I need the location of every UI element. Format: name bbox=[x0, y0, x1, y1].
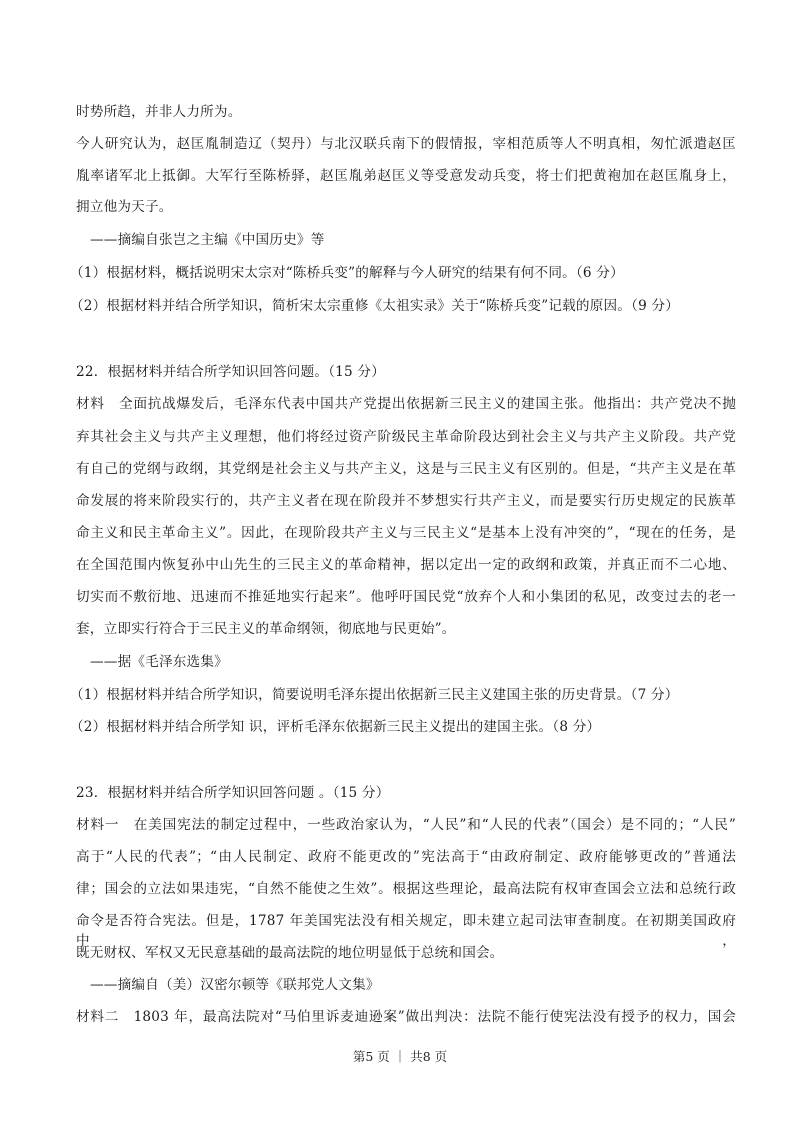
text-line: 材料二 1803 年，最高法院对“马伯里诉麦迪逊案”做出判决：法院不能行使宪法没有授予的权力，国会 bbox=[76, 1009, 736, 1025]
source-citation: ——据《毛泽东选集》 bbox=[90, 654, 228, 670]
text-line: 在全国范围内恢复孙中山先生的三民主义的革命精神，据以定出一定的政纲和政策，并真正而不二心地、 bbox=[76, 557, 736, 573]
text-line: 命发展的将来阶段实行的，共产主义者在现在阶段并不梦想实行共产主义，而是要实行历史规定的民族革 bbox=[76, 493, 736, 509]
question-item: （1）根据材料并结合所学知识，简要说明毛泽东提出依据新三民主义建国主张的历史背景。（7 分） bbox=[70, 687, 679, 703]
text-line: 时势所趋，并非人力所为。 bbox=[76, 104, 242, 120]
question-heading: 22．根据材料并结合所学知识回答问题。（15 分） bbox=[76, 364, 385, 380]
question-item: （1）根据材料，概括说明宋太宗对“陈桥兵变”的解释与今人研究的结果有何不同。（6 分） bbox=[70, 265, 624, 281]
text-line: 材料 全面抗战爆发后，毛泽东代表中国共产党提出依据新三民主义的建国主张。他指出：共产党决不抛 bbox=[76, 396, 736, 412]
source-citation: ——摘编自（美）汉密尔顿等《联邦党人文集》 bbox=[90, 977, 380, 993]
text-line: 命令是否符合宪法。但是，1787 年美国宪法没有相关规定，即未建立起司法审查制度。在初期美国政府中， bbox=[76, 913, 736, 949]
text-line: 高于“人民的代表”；“由人民制定、政府不能更改的”宪法高于“由政府制定、政府能够更改的”普通法 bbox=[76, 849, 736, 865]
question-item: （2）根据材料并结合所学知 识，评析毛泽东依据新三民主义提出的建国主张。（8 分） bbox=[70, 719, 601, 735]
text-line: 弃其社会主义与共产主义理想，他们将经过资产阶级民主革命阶段达到社会主义与共产主义阶段。共产党 bbox=[76, 429, 736, 445]
page-footer: 第5 页 ｜ 共8 页 bbox=[352, 1049, 448, 1064]
text-line: 胤率诸军北上抵御。大军行至陈桥驿，赵匡胤弟赵匡义等受意发动兵变，将士们把黄袍加在赵匡胤身上， bbox=[76, 168, 736, 184]
text-line: 切实而不敷衍地、迅速而不推延地实行起来”。他呼吁国民党“放弃个人和小集团的私见，改变过去的老一 bbox=[76, 589, 736, 605]
source-citation: ——摘编自张岂之主编《中国历史》等 bbox=[90, 232, 325, 248]
text-line: 有自己的党纲与政纲，其党纲是社会主义与共产主义，这是与三民主义有区别的。但是，“共产主义是在革 bbox=[76, 461, 736, 477]
question-heading: 23．根据材料并结合所学知识回答问题 。（15 分） bbox=[76, 785, 390, 801]
text-line: 既无财权、军权又无民意基础的最高法院的地位明显低于总统和国会。 bbox=[76, 945, 504, 961]
text-line: 命主义和民主革命主义”。因此，在现阶段共产主义与三民主义“是基本上没有冲突的”，“现在的任务，是 bbox=[76, 525, 736, 541]
text-line: 今人研究认为，赵匡胤制造辽（契丹）与北汉联兵南下的假情报，宰相范质等人不明真相，匆忙派遣赵匡 bbox=[76, 136, 736, 152]
text-line: 材料一 在美国宪法的制定过程中，一些政治家认为，“人民”和“人民的代表”（国会）是不同的；“人民” bbox=[76, 817, 736, 833]
text-line: 拥立他为天子。 bbox=[76, 199, 173, 215]
text-line: 套，立即实行符合于三民主义的革命纲领，彻底地与民更始”。 bbox=[76, 621, 456, 637]
question-item: （2）根据材料并结合所学知识，简析宋太宗重修《太祖实录》关于“陈桥兵变”记载的原因。（9 分） bbox=[70, 298, 680, 314]
text-line: 律；国会的立法如果违宪，“自然不能使之生效”。根据这些理论，最高法院有权审查国会立法和总统行政 bbox=[76, 881, 736, 897]
